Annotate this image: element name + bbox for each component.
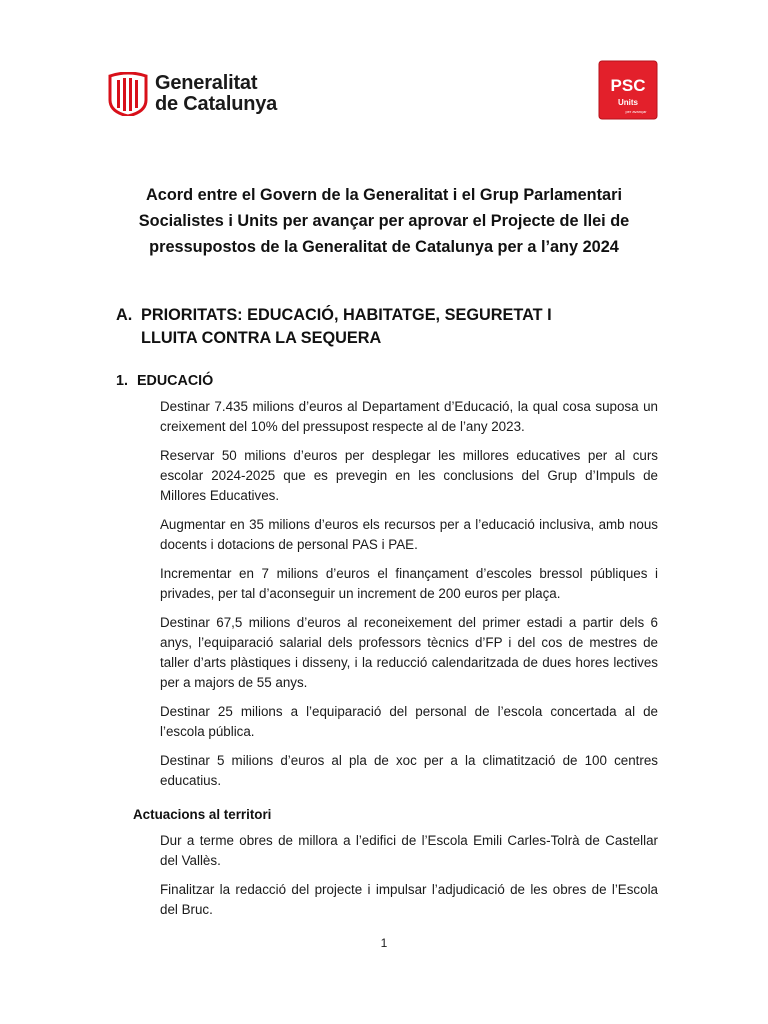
page-number: 1	[380, 936, 388, 950]
paragraph: Augmentar en 35 milions d’euros els recursos per a l’educació inclusiva, amb nous docents i dotacions de personal PAS i PAE.	[160, 517, 658, 552]
paragraph: Reservar 50 milions d’euros per desplegar les millores educatives per al curs escolar 2024-2025 que es prevegin en les conclusions del Grup d’Impuls de Millores Educatives.	[160, 448, 658, 503]
generalitat-logo	[108, 72, 277, 116]
title-line: Acord entre el Govern de la Generalitat i el Grup Parlamentari	[146, 186, 622, 204]
paragraph: Destinar 67,5 milions d’euros al reconeixement del primer estadi a partir dels 6 anys, l’equiparació salarial dels professors tècnics d’FP i del cos de mestres de taller d’arts plàstiques i disseny, i la reducció calendaritzada de dues hores lectives per a majors de 55 anys.	[160, 615, 658, 690]
svg-text:PSC: PSC	[610, 76, 646, 95]
paragraph: Finalitzar la redacció del projecte i impulsar l’adjudicació de les obres de l’Escola del Bruc.	[160, 882, 658, 917]
section-a-heading	[116, 304, 676, 350]
title-line: Socialistes i Units per avançar per aprovar el Projecte de llei de	[138, 212, 630, 230]
psc-logo	[598, 60, 658, 120]
generalitat-line1: Generalitat	[155, 72, 258, 94]
document-title	[100, 182, 668, 260]
generalitat-line2: de Catalunya	[155, 93, 278, 115]
actuacions-paragraphs	[160, 831, 658, 929]
subsection-title: EDUCACIÓ	[137, 373, 214, 389]
section-heading-line1: PRIORITATS: EDUCACIÓ, HABITATGE, SEGURETAT I	[141, 306, 552, 324]
paragraph: Destinar 7.435 milions d’euros al Departament d’Educació, la qual cosa suposa un creixement del 10% del pressupost respecte al de l’any 2023.	[160, 399, 658, 434]
subsection-number: 1.	[116, 373, 128, 389]
section-letter: A.	[116, 306, 133, 324]
generalitat-wordmark	[155, 73, 277, 115]
actuacions-heading: Actuacions al territori	[133, 807, 272, 822]
paragraph: Destinar 25 milions a l’equiparació del personal de l’escola concertada al de l’escola pública.	[160, 704, 658, 739]
svg-text:Units: Units	[618, 98, 638, 107]
subsection-1-heading	[116, 371, 213, 391]
title-line: pressupostos de la Generalitat de Catalunya per a l’any 2024	[149, 238, 619, 256]
svg-text:per avançar: per avançar	[625, 109, 647, 114]
paragraph: Destinar 5 milions d’euros al pla de xoc per a la climatització de 100 centres educatius.	[160, 753, 658, 788]
section-heading-line2: LLUITA CONTRA LA SEQUERA	[141, 329, 382, 347]
paragraph: Incrementar en 7 milions d’euros el finançament d’escoles bressol públiques i privades, per tal d’aconseguir un increment de 200 euros per plaça.	[160, 566, 658, 601]
paragraph: Dur a terme obres de millora a l’edifici de l’Escola Emili Carles-Tolrà de Castellar del Vallès.	[160, 833, 658, 868]
generalitat-emblem-icon	[108, 72, 148, 116]
education-paragraphs	[160, 397, 658, 800]
